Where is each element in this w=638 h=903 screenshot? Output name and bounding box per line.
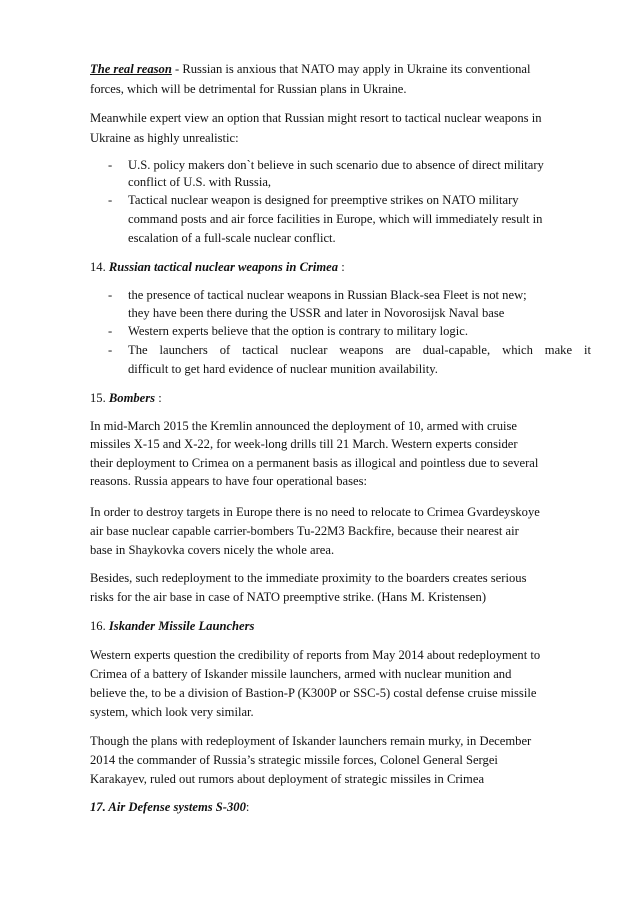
list-bullet: - bbox=[108, 324, 113, 338]
word: of bbox=[219, 343, 231, 357]
paragraph-expert-view-line1: Meanwhile expert view an option that Russian might resort to tactical nuclear weapons in bbox=[90, 111, 542, 125]
list1-item1-line2: conflict of U.S. with Russia, bbox=[128, 175, 272, 189]
paragraph-plans-line2: 2014 the commander of Russia’s strategic missile forces, Colonel General Sergei bbox=[90, 753, 498, 767]
list1-item1-line1: U.S. policy makers don`t believe in such scenario due to absence of direct military bbox=[128, 158, 544, 172]
section-16-number: 16. bbox=[90, 619, 109, 633]
section-14-number: 14. bbox=[90, 260, 109, 274]
section-17-title: 17. Air Defense systems S-300 bbox=[90, 800, 246, 814]
section-14-colon: : bbox=[338, 260, 345, 274]
word: The bbox=[128, 343, 148, 357]
list1-item2-line1: Tactical nuclear weapon is designed for preemptive strikes on NATO military bbox=[128, 193, 519, 207]
paragraph-redeployment-line1: Besides, such redeployment to the immediate proximity to the boarders creates serious bbox=[90, 571, 527, 585]
paragraph-bombers-line1: In mid-March 2015 the Kremlin announced the deployment of 10, armed with cruise bbox=[90, 419, 518, 433]
section-15-heading bbox=[90, 391, 162, 406]
list2-item1-line2: they have been there during the USSR and later in Novorosijsk Naval base bbox=[128, 306, 505, 320]
list1-item2-line2: command posts and air force facilities in Europe, which will immediately result in bbox=[128, 212, 543, 226]
word: dual-capable, bbox=[422, 343, 491, 357]
paragraph-expert-view-line2: Ukraine as highly unrealistic: bbox=[90, 131, 239, 145]
section-15-number: 15. bbox=[90, 391, 109, 405]
section-17-heading bbox=[90, 800, 249, 815]
word: tactical bbox=[242, 343, 279, 357]
list2-item2-line1: Western experts believe that the option is contrary to military logic. bbox=[128, 324, 468, 338]
list-bullet: - bbox=[108, 193, 113, 207]
paragraph-iskander-line2: Crimea of a battery of Iskander missile launchers, armed with nuclear munition and bbox=[90, 667, 512, 681]
list-bullet: - bbox=[108, 158, 113, 172]
section-16-title: Iskander Missile Launchers bbox=[108, 619, 255, 633]
paragraph-real-reason-line2: forces, which will be detrimental for Russian plans in Ukraine. bbox=[90, 82, 407, 96]
real-reason-text: - Russian is anxious that NATO may apply in Ukraine its conventional bbox=[171, 62, 531, 76]
word: make bbox=[544, 343, 573, 357]
list2-item1-line1: the presence of tactical nuclear weapons in Russian Black-sea Fleet is not new; bbox=[128, 288, 527, 302]
word: weapons bbox=[339, 343, 384, 357]
section-16-heading bbox=[90, 619, 254, 634]
paragraph-real-reason-line1 bbox=[90, 62, 531, 77]
paragraph-bombers-line4: reasons. Russia appears to have four operational bases: bbox=[90, 474, 367, 488]
paragraph-iskander-line1: Western experts question the credibility of reports from May 2014 about redeployment to bbox=[90, 648, 541, 662]
paragraph-bombers-line2: missiles X-15 and X-22, for week-long drills till 21 March. Western experts consider bbox=[90, 437, 518, 451]
paragraph-targets-line2: air base nuclear capable carrier-bombers Tu-22M3 Backfire, because their nearest air bbox=[90, 524, 519, 538]
paragraph-targets-line1: In order to destroy targets in Europe there is no need to relocate to Crimea Gvardeyskoye bbox=[90, 505, 540, 519]
section-15-colon: : bbox=[155, 391, 162, 405]
word: launchers bbox=[159, 343, 208, 357]
list2-item3-line1 bbox=[128, 343, 591, 358]
list2-item3-line2: difficult to get hard evidence of nuclear munition availability. bbox=[128, 362, 438, 376]
section-15-title: Bombers bbox=[108, 391, 156, 405]
word: which bbox=[502, 343, 533, 357]
paragraph-redeployment-line2: risks for the air base in case of NATO preemptive strike. (Hans M. Kristensen) bbox=[90, 590, 487, 604]
paragraph-plans-line1: Though the plans with redeployment of Iskander launchers remain murky, in December bbox=[90, 734, 532, 748]
word: are bbox=[395, 343, 411, 357]
paragraph-iskander-line3: believe the, to be a division of Bastion-P (K300P or SSC-5) costal defense cruise missile bbox=[90, 686, 537, 700]
paragraph-targets-line3: base in Shaykovka covers nicely the whole area. bbox=[90, 543, 335, 557]
real-reason-heading: The real reason bbox=[90, 62, 172, 76]
word: nuclear bbox=[290, 343, 328, 357]
section-14-title: Russian tactical nuclear weapons in Crimea bbox=[108, 260, 339, 274]
word: it bbox=[584, 343, 591, 357]
list1-item2-line3: escalation of a full-scale nuclear conflict. bbox=[128, 231, 336, 245]
paragraph-bombers-line3: their deployment to Crimea on a permanent basis as illogical and pointless due to several bbox=[90, 456, 539, 470]
section-17-colon: : bbox=[245, 800, 250, 814]
list-bullet: - bbox=[108, 288, 113, 302]
section-14-heading bbox=[90, 260, 345, 275]
paragraph-plans-line3: Karakayev, ruled out rumors about deployment of strategic missiles in Crimea bbox=[90, 772, 485, 786]
list-bullet: - bbox=[108, 343, 113, 357]
paragraph-iskander-line4: system, which look very similar. bbox=[90, 705, 254, 719]
